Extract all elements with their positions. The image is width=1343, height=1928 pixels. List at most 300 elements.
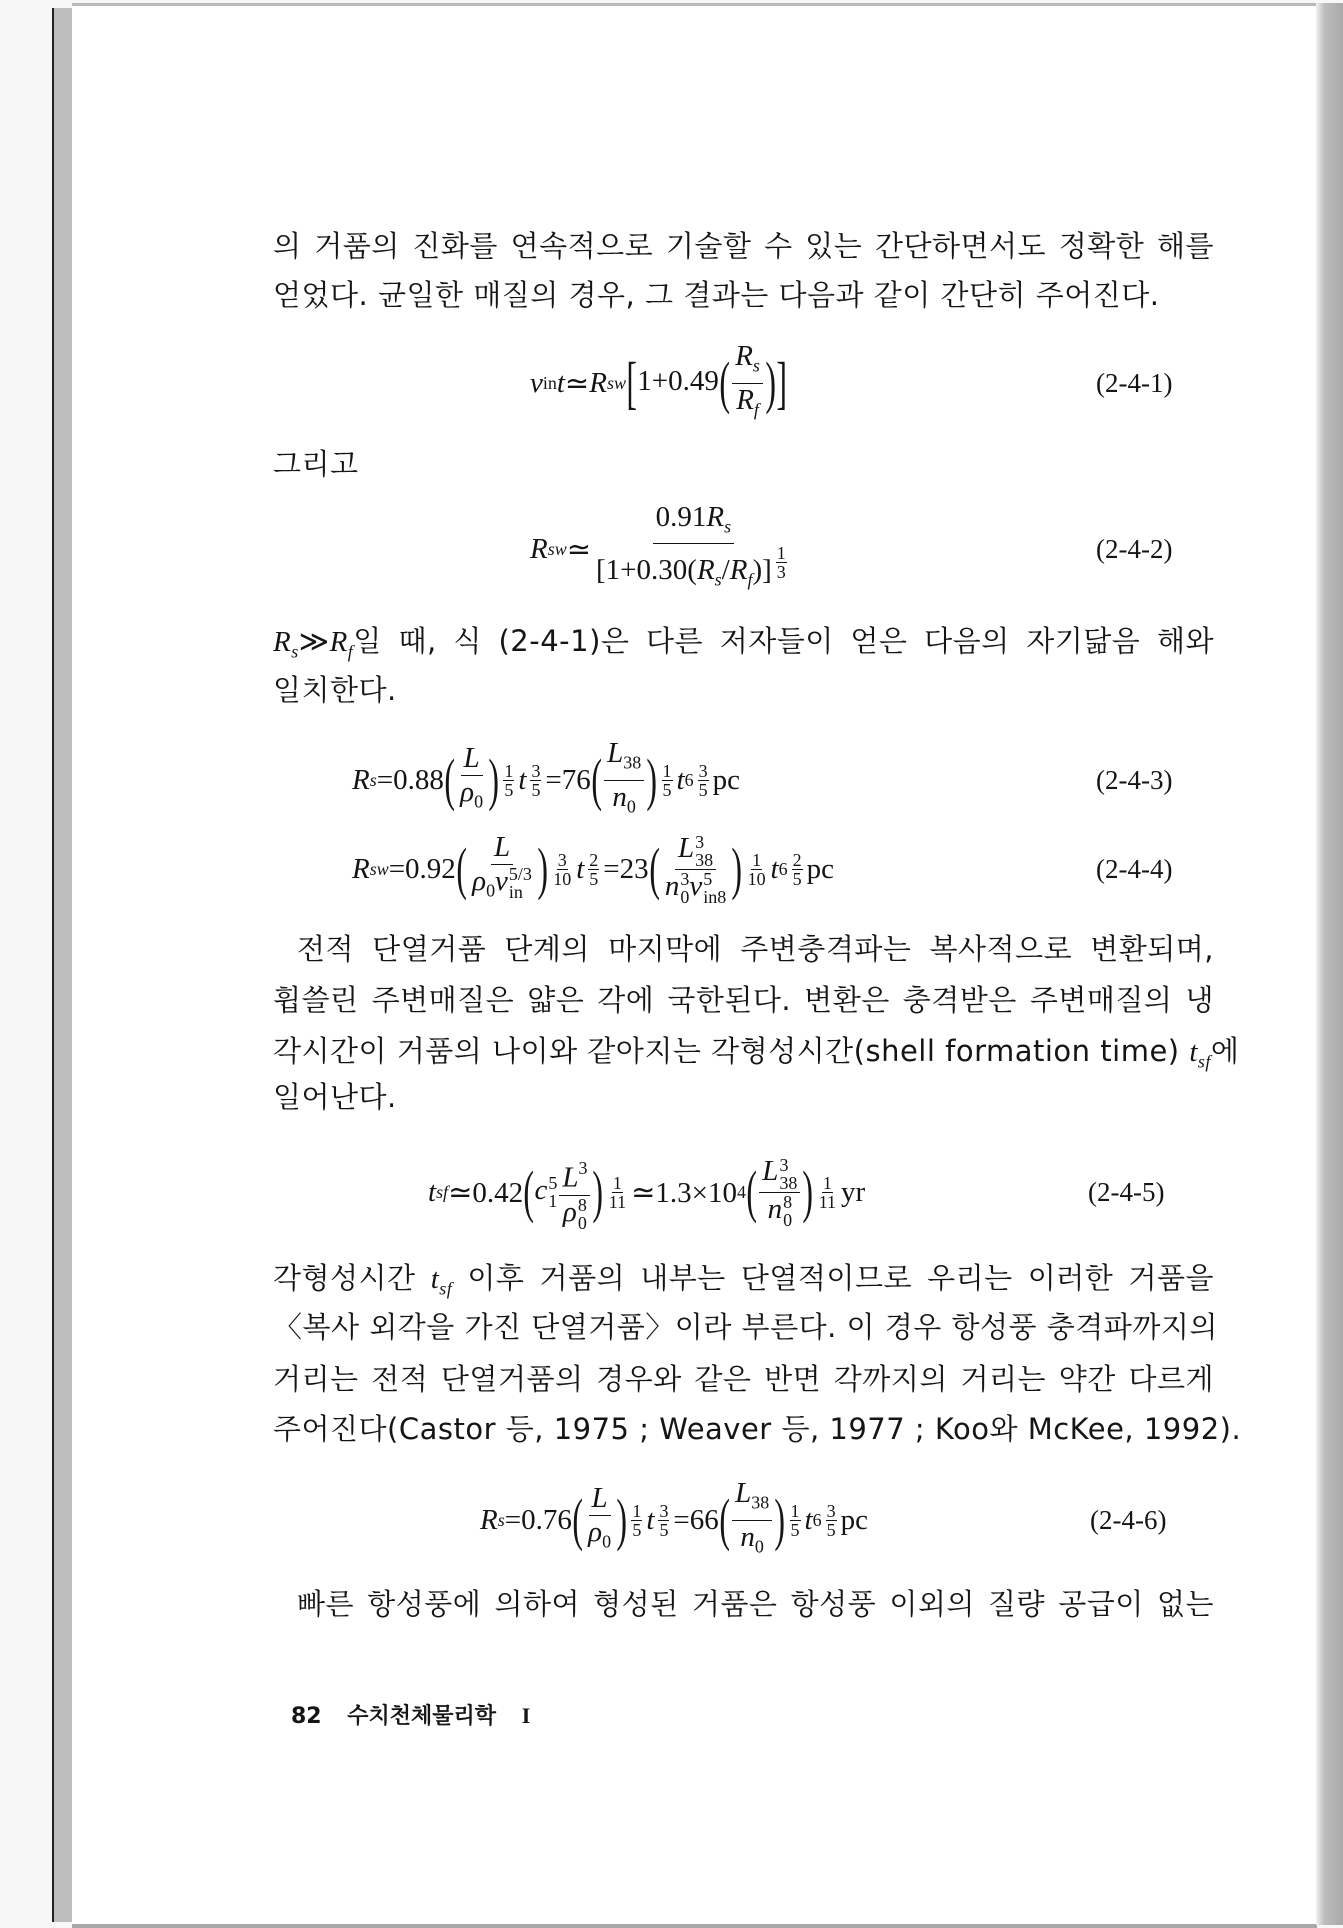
math-group [609,781,638,824]
delimiter: ) [802,1159,814,1224]
math-group [623,752,641,772]
superscript [526,762,545,799]
math-group [755,1536,764,1556]
math-symbol: L [607,736,624,769]
superscript [654,1502,673,1539]
math-group [814,1172,841,1212]
math-group [724,516,731,536]
math-group [588,851,599,870]
sub-superscript [509,865,532,901]
math-group [370,859,389,879]
math-symbol: v [689,869,703,902]
math-group [703,870,726,888]
fraction [759,1155,800,1229]
math-group [491,831,513,865]
text-run: 각형성시간 [273,1261,431,1295]
equation-2-4-4 [352,829,834,909]
text-run: )] [752,554,772,587]
math-group [604,1172,631,1212]
math-group [783,1193,792,1211]
text-line [273,1026,1240,1076]
subscript [685,770,694,791]
math-symbol: L [463,741,480,774]
text-run: =0.88 [376,763,444,796]
text-run: 이후 거품의 내부는 단열적이므로 우리는 이러한 거품을 [452,1261,1214,1295]
math-group [783,1211,792,1229]
text-run: pc [840,1503,868,1536]
delimiter: ( [719,350,730,415]
text-run: 6 [812,1509,822,1530]
subscript [1198,1051,1211,1071]
text-run: 6 [778,858,788,879]
math-group [578,1158,587,1178]
text-run: 1 [822,1172,832,1193]
text-run: 5 [826,1519,836,1540]
subscript [370,770,377,791]
parenthesized-group [719,1477,786,1563]
math-symbol: R [530,532,548,565]
math-symbol: n [740,1520,755,1553]
math-group [779,859,788,879]
math-symbol: f [347,641,354,662]
text-run: 1 [776,543,786,564]
parenthesized-group [456,831,548,908]
delimiter: ( [523,1159,535,1224]
math-group [559,1152,590,1196]
text-run: 3 [557,849,567,870]
text-run: ≫ [298,626,330,658]
math-group [662,762,673,781]
text-run: 1 [752,849,762,870]
text-run: 5 [703,868,713,889]
math-symbol: R [273,626,292,658]
text-run: in [542,372,557,393]
text-run: yr [841,1175,866,1208]
text-run: 5 [504,779,514,800]
text-line [273,924,1214,974]
text-run: 11 [818,1191,837,1212]
text-line [273,1354,1214,1404]
math-symbol: R [706,500,725,533]
text-run: 5 [698,779,708,800]
text-run: =76 [545,763,591,796]
math-symbol: t [804,1503,813,1536]
text-run: / [721,554,730,587]
parenthesized-group [523,1152,604,1232]
fraction [656,1502,671,1539]
superscript [604,1174,631,1211]
delimiter: ( [572,1487,583,1552]
math-symbol: c [534,1173,548,1206]
parenthesized-group [746,1155,814,1229]
math-group [637,339,776,419]
text-run: 38 [623,752,642,773]
delimiter: ( [591,747,602,812]
text-run: 0 [626,795,636,816]
fraction [606,1174,629,1211]
text-run: 6 [684,769,694,790]
math-symbol: ρ [562,1195,577,1228]
fraction [732,1477,772,1563]
math-group [772,543,791,583]
math-group [543,373,557,393]
subscript [486,880,495,900]
superscript [786,1502,805,1539]
math-symbol: ρ [472,864,487,897]
delimiter: ( [444,747,455,812]
math-symbol: t [556,366,565,399]
text-run: 5 [589,868,599,889]
subscript [715,570,722,590]
text-run: 빠른 항성풍에 의하여 형성된 거품은 항성풍 이외의 질량 공급이 없는 [297,1587,1214,1621]
text-run: 1 [612,1172,622,1193]
math-group [509,883,532,901]
text-run: 0 [680,886,690,907]
math-group [765,1193,795,1229]
math-group [694,760,713,800]
text-run: 3 [531,760,541,781]
parenthesized-group [572,1482,628,1559]
superscript [743,851,771,888]
sub-superscript [548,1174,557,1210]
math-group [593,544,794,597]
text-run: 0 [577,1213,587,1234]
math-group [675,832,716,869]
text-run: 0 [602,1531,612,1552]
fraction [528,762,543,799]
text-run: 1 [790,1500,800,1521]
text-line [273,1579,1214,1629]
text-run: 5 [531,779,541,800]
text-run: 0 [754,1535,764,1556]
math-group [548,539,567,559]
math-group [730,1476,774,1556]
text-run: 3 [695,831,705,852]
math-symbol: L [493,830,511,863]
text-run: 0.91 [655,500,707,533]
superscript [499,762,518,799]
text-run: 일치한다. [273,673,397,707]
text-run: 5 [792,868,802,889]
math-group [550,870,574,888]
math-group [790,870,805,888]
math-group [824,1521,839,1539]
delimiter: ( [746,1159,757,1224]
delimiter: ) [774,1487,786,1552]
math-group [589,1482,611,1516]
text-run: ≃1.3×10 [631,1176,737,1209]
subscript [543,373,557,394]
superscript [788,851,807,888]
math-symbol: t [430,1263,440,1295]
text-run: =66 [673,1503,719,1536]
math-group [826,1502,837,1521]
math-group [631,1502,642,1521]
equation-number: (2-4-2) [1096,534,1173,564]
text-run: 1 [504,760,514,781]
text-run: [1+0.30( [596,554,697,587]
book-title: 수치천체물리학 [347,1704,497,1729]
math-symbol: R [352,763,370,796]
subscript [813,1510,822,1531]
text-run: 〈복사 외각을 가진 단열거품〉이라 부른다. 이 경우 항성풍 충격파까지의 [273,1310,1218,1344]
text-run: pc [712,763,740,796]
subscript [751,1492,769,1512]
math-symbol: R [589,366,607,399]
superscript [548,851,576,888]
math-group [733,384,762,427]
fraction [629,1502,644,1539]
equation-number: (2-4-3) [1096,765,1173,795]
math-group [751,851,762,870]
fraction [745,851,769,888]
subscript [753,355,760,375]
math-symbol: R [729,554,748,587]
equation-2-4-5 [428,1152,865,1232]
fraction [469,831,535,908]
math-group [607,373,626,393]
fraction [824,1502,839,1539]
text-line [273,439,1214,489]
math-symbol: f [753,398,759,419]
text-run: 3 [578,1157,588,1178]
text-run: ≃ [564,367,590,400]
math-group [557,851,568,870]
parenthesized-group [719,339,776,419]
text-run: 그리고 [273,447,359,481]
text-run: 일 때, 식 (2-4-1)은 다른 저자들이 얻은 다음의 자기닮음 해와 [353,624,1214,658]
fraction [604,737,644,823]
math-group [822,1500,841,1540]
math-group [737,1182,746,1202]
math-group [526,760,545,800]
delimiter: ) [646,747,658,812]
text-run: 휩쓸린 주변매질은 얇은 각에 국한된다. 변환은 충격받은 주변매질의 냉 [273,983,1214,1017]
text-line [273,1072,1214,1122]
equation-2-4-3 [352,736,740,820]
math-group [658,760,677,800]
book-spine-edge [52,8,74,1922]
text-line [273,1302,1218,1352]
text-run: 11 [608,1191,627,1212]
sub-superscript [695,833,713,869]
math-group [469,865,535,908]
math-group [528,781,543,799]
math-symbol: t [576,852,585,885]
parenthesized-group [591,737,658,823]
math-group [612,1174,623,1193]
math-symbol: n [767,1192,783,1225]
page-right-shadow [1316,3,1343,1925]
text-line [273,665,1214,715]
sub-superscript [703,870,726,906]
text-run: 5 [548,1173,558,1194]
text-run: 0 [783,1209,793,1230]
text-run: 1+0.49 [637,364,719,397]
math-symbol: v [495,864,508,897]
math-group [439,1278,452,1298]
math-group [779,1174,797,1192]
math-group [751,1492,769,1512]
delimiter: [ [626,350,637,415]
math-group [627,1500,646,1540]
math-group [530,762,541,781]
text-run: 2 [792,849,802,870]
math-group [436,1182,448,1202]
math-group [578,1196,587,1214]
fraction [586,851,601,888]
math-symbol: sf [439,1278,453,1299]
math-group [753,355,760,375]
superscript [584,851,603,888]
text-run: pc [806,852,834,885]
math-group [816,1193,839,1211]
subscript [474,791,483,811]
fraction [788,1502,803,1539]
subscript [548,539,567,560]
math-group [654,1500,673,1540]
math-group [501,781,516,799]
math-symbol: t [428,1175,437,1208]
text-run: 일어난다. [273,1080,397,1114]
text-run: 각시간이 거품의 나이와 같아지는 각형성시간(shell formation time) [273,1034,1190,1068]
math-group [695,851,713,869]
delimiter: ) [616,1487,628,1552]
math-group [696,781,711,799]
math-group [629,1521,644,1539]
math-symbol: s [497,1509,505,1530]
math-group [779,1156,797,1174]
math-group [788,849,807,889]
math-group [461,742,483,776]
subscript [754,399,759,419]
math-symbol: ρ [460,775,475,808]
subscript [291,641,299,661]
math-group [662,870,729,906]
parenthesized-group [649,832,743,906]
sub-superscript [783,1193,792,1229]
text-run: 1 [662,760,672,781]
text-run: 에 [1210,1034,1240,1068]
fraction [457,742,486,819]
math-group [660,781,675,799]
volume-number: I [521,1703,531,1728]
text-line [273,1253,1214,1303]
math-group [754,399,759,419]
math-symbol: s [724,516,732,537]
subscript [755,1536,764,1556]
text-run: =23 [603,852,649,885]
equation-2-4-6 [480,1476,868,1560]
math-group [578,1214,587,1232]
fraction [732,340,763,426]
subscript [779,859,788,880]
superscript [737,1182,746,1203]
math-symbol: sw [606,372,626,393]
text-run: 38 [779,1172,798,1193]
math-symbol: sf [436,1181,449,1202]
math-symbol: sf [1197,1051,1211,1072]
fraction [662,832,729,906]
text-run: 5/3 [508,864,532,885]
equation-number: (2-4-1) [1096,368,1173,398]
math-group [370,770,377,790]
subscript [607,373,626,394]
superscript [772,543,791,583]
text-run: 5 [662,779,672,800]
text-line [273,1404,1242,1454]
math-symbol: R [735,339,753,372]
math-symbol: t [770,852,779,885]
math-group [1198,1051,1211,1071]
math-group [715,570,722,590]
text-run: 10 [747,868,766,889]
math-symbol: R [736,383,754,416]
fraction [559,1152,590,1232]
math-symbol: sw [369,858,389,879]
math-group [627,796,636,816]
math-group [457,776,486,819]
math-group [743,849,771,889]
text-run: 의 거품의 진화를 연속적으로 기술할 수 있는 간단하면서도 정확한 해를 [273,229,1214,263]
sub-superscript [578,1196,587,1232]
math-group [534,1157,592,1234]
fraction [696,762,711,799]
subscript [498,1510,505,1531]
math-group [790,1502,801,1521]
math-group [732,340,763,384]
subscript [439,1278,452,1298]
delimiter: ) [537,836,548,901]
text-run: 0 [486,880,496,901]
math-symbol: sw [547,538,567,559]
text-run: =0.92 [388,852,456,885]
math-group [548,1192,557,1210]
math-group [503,762,514,781]
fraction [660,762,675,799]
math-group [737,1521,766,1564]
math-group [757,1154,802,1230]
text-line [273,221,1214,271]
math-group [759,1155,800,1192]
subscript [724,516,731,536]
text-run: ≃ [566,533,592,566]
equation-number: (2-4-5) [1088,1177,1165,1207]
text-run: in8 [703,886,727,907]
math-symbol: n [664,869,680,902]
math-group [656,1521,671,1539]
math-symbol: R [329,626,348,658]
page-number: 82 [291,1704,322,1729]
delimiter: ( [648,836,660,901]
equation-2-4-2 [530,500,796,590]
subscript [627,796,636,816]
parenthesized-group [444,742,500,819]
math-symbol: L [562,1161,579,1194]
math-symbol: t [518,763,527,796]
text-run: 1 [548,1191,558,1211]
fraction [593,501,794,597]
math-symbol: f [747,569,753,590]
math-group [658,1502,669,1521]
math-group [548,1174,557,1192]
delimiter: ) [731,836,743,901]
text-run: 4 [736,1181,746,1202]
delimiter: ) [488,747,500,812]
text-run: 3 [680,868,690,889]
fraction [550,851,574,888]
math-group [604,737,644,781]
